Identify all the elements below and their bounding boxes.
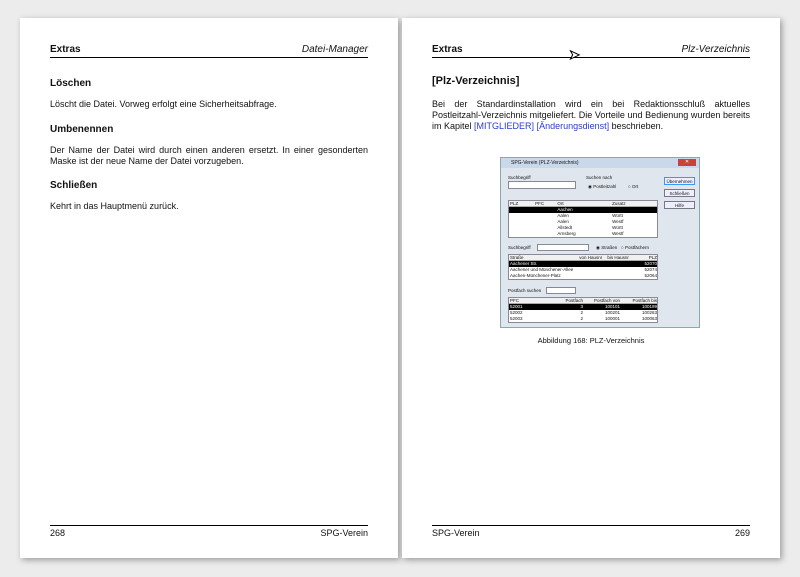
plz-dialog-screenshot bbox=[500, 157, 700, 328]
footer-title: SPG-Verein bbox=[320, 528, 368, 538]
uebernehmen-button[interactable]: Übernehmen bbox=[664, 177, 695, 185]
table-cell: 52064 bbox=[644, 273, 657, 278]
heading-umbenennen: Umbenennen bbox=[50, 124, 114, 135]
table-cell: PFC bbox=[535, 201, 545, 206]
table-cell bbox=[534, 231, 556, 237]
mouse-cursor-icon: ➤ bbox=[569, 47, 580, 62]
page-number: 269 bbox=[734, 528, 750, 538]
table-cell: Postfach von bbox=[593, 298, 620, 303]
table-row[interactable] bbox=[509, 231, 657, 237]
table-cell: 52074 bbox=[644, 267, 657, 272]
table-cell bbox=[576, 273, 603, 279]
label: Ort bbox=[631, 184, 639, 189]
label: Straßen bbox=[601, 245, 618, 250]
table-cell: Allstedt bbox=[557, 225, 573, 230]
text-umbenennen: Der Name der Datei wird durch einen anderen ersetzt. In einer gesonderten Maske ist der neue Name der Datei vorzugeben. bbox=[50, 145, 368, 166]
radio-postleitzahl[interactable]: ◉ Postleitzahl bbox=[588, 184, 617, 189]
section-title: [Plz-Verzeichnis] bbox=[432, 75, 520, 87]
table-cell: Ort bbox=[557, 201, 564, 206]
table-cell: PLZ bbox=[510, 201, 519, 206]
postfach-label: Postfach suchen bbox=[508, 288, 542, 293]
search-by-label: Suchen nach bbox=[586, 175, 613, 180]
table-cell: 2 bbox=[580, 316, 583, 321]
table-cell: 100263 bbox=[641, 310, 657, 315]
table-cell: 100201 bbox=[604, 310, 620, 315]
heading-schliessen: Schließen bbox=[50, 180, 98, 191]
table-cell: Westf bbox=[612, 231, 624, 236]
table-cell: 52070 bbox=[644, 261, 657, 266]
radio-strassen[interactable]: ◉ Straßen bbox=[596, 245, 618, 250]
table-cell bbox=[602, 273, 629, 279]
search-label: Suchbegriff bbox=[508, 175, 531, 180]
text: beschrieben. bbox=[609, 121, 664, 131]
table-cell: Westf bbox=[612, 219, 624, 224]
table-cell: 2 bbox=[580, 310, 583, 315]
street-search-input[interactable] bbox=[537, 244, 589, 251]
table-cell: 52002 bbox=[510, 310, 523, 315]
table-cell: Arnsberg bbox=[557, 231, 576, 236]
table-cell: Aachen bbox=[557, 207, 573, 212]
table-cell: Straße bbox=[510, 255, 524, 260]
table-cell: Württ bbox=[612, 213, 623, 218]
table-cell: von Hausnr bbox=[579, 255, 603, 260]
hilfe-button[interactable]: Hilfe bbox=[664, 201, 695, 209]
header-chapter: Extras bbox=[50, 44, 81, 55]
table-row[interactable] bbox=[509, 273, 657, 279]
text-schliessen: Kehrt in das Hauptmenü zurück. bbox=[50, 201, 179, 211]
table-cell: 52003 bbox=[510, 316, 523, 321]
table-cell: PFC bbox=[510, 298, 519, 303]
page-footer bbox=[432, 525, 750, 538]
table-cell: 100001 bbox=[604, 316, 620, 321]
left-page bbox=[20, 18, 398, 558]
table-cell: 100101 bbox=[604, 304, 620, 309]
search-input[interactable] bbox=[508, 181, 576, 189]
table-cell: PLZ bbox=[648, 255, 657, 260]
postfach-table[interactable] bbox=[508, 297, 658, 323]
footer-title: SPG-Verein bbox=[432, 528, 480, 538]
radio-ort[interactable]: ○ Ort bbox=[628, 184, 639, 189]
table-cell: Aalen bbox=[557, 213, 569, 218]
link-mitglieder[interactable]: [MITGLIEDER] bbox=[474, 121, 535, 131]
table-cell: Aachener und Münchener-Allee bbox=[510, 267, 574, 272]
table-row[interactable] bbox=[509, 316, 657, 322]
figure-caption: Abbildung 168: PLZ-Verzeichnis bbox=[537, 336, 645, 345]
dialog-title: SPG-Verein (PLZ-Verzeichnis) bbox=[511, 160, 579, 166]
header-chapter: Extras bbox=[432, 44, 463, 55]
intro-paragraph bbox=[432, 99, 750, 132]
page-header bbox=[432, 44, 750, 58]
table-cell: Aachener Str. bbox=[510, 261, 538, 266]
postfach-input[interactable] bbox=[546, 287, 576, 294]
street-search-label: Suchbegriff bbox=[508, 245, 531, 250]
table-cell: 100063 bbox=[641, 316, 657, 321]
page-footer bbox=[50, 525, 368, 538]
header-section: Plz-Verzeichnis bbox=[681, 44, 750, 55]
link-aenderungsdienst[interactable]: [Änderungsdienst] bbox=[536, 121, 610, 131]
page-number: 268 bbox=[50, 528, 66, 538]
radio-postfaecher[interactable]: ○ Postfächern bbox=[621, 245, 649, 250]
table-cell: Württ bbox=[612, 225, 623, 230]
label: Postfächern bbox=[624, 245, 649, 250]
table-cell: 52001 bbox=[510, 304, 523, 309]
page-header bbox=[50, 44, 368, 58]
schliessen-button[interactable]: Schließen bbox=[664, 189, 695, 197]
header-section: Datei-Manager bbox=[301, 44, 368, 55]
label: Postleitzahl bbox=[593, 184, 617, 189]
dialog-titlebar bbox=[501, 158, 699, 168]
table-cell: Aalen bbox=[557, 219, 569, 224]
street-table[interactable] bbox=[508, 254, 658, 280]
plz-table[interactable] bbox=[508, 200, 658, 238]
table-cell: Postfach bis bbox=[632, 298, 657, 303]
table-cell: 100199 bbox=[641, 304, 657, 309]
table-cell bbox=[509, 231, 534, 237]
text: Bei der Standardinstallation wird ein bei Redaktionsschluß aktuelles Postleitzahl-Verzeichnis mitgeliefert. Die Vorteile und Bedienung wurden bereits im Kapitel bbox=[432, 99, 750, 131]
table-cell: Zusatz bbox=[612, 201, 626, 206]
table-cell: 3 bbox=[580, 304, 583, 309]
heading-loeschen: Löschen bbox=[50, 78, 92, 89]
text-loeschen: Löscht die Datei. Vorweg erfolgt eine Sicherheitsabfrage. bbox=[50, 99, 277, 109]
table-cell: Aachen-Münchener-Platz bbox=[510, 273, 561, 278]
right-page bbox=[402, 18, 780, 558]
table-cell: Postfach bbox=[565, 298, 583, 303]
table-cell: bis Hausnr bbox=[607, 255, 629, 260]
close-icon[interactable]: ✕ bbox=[678, 159, 696, 166]
